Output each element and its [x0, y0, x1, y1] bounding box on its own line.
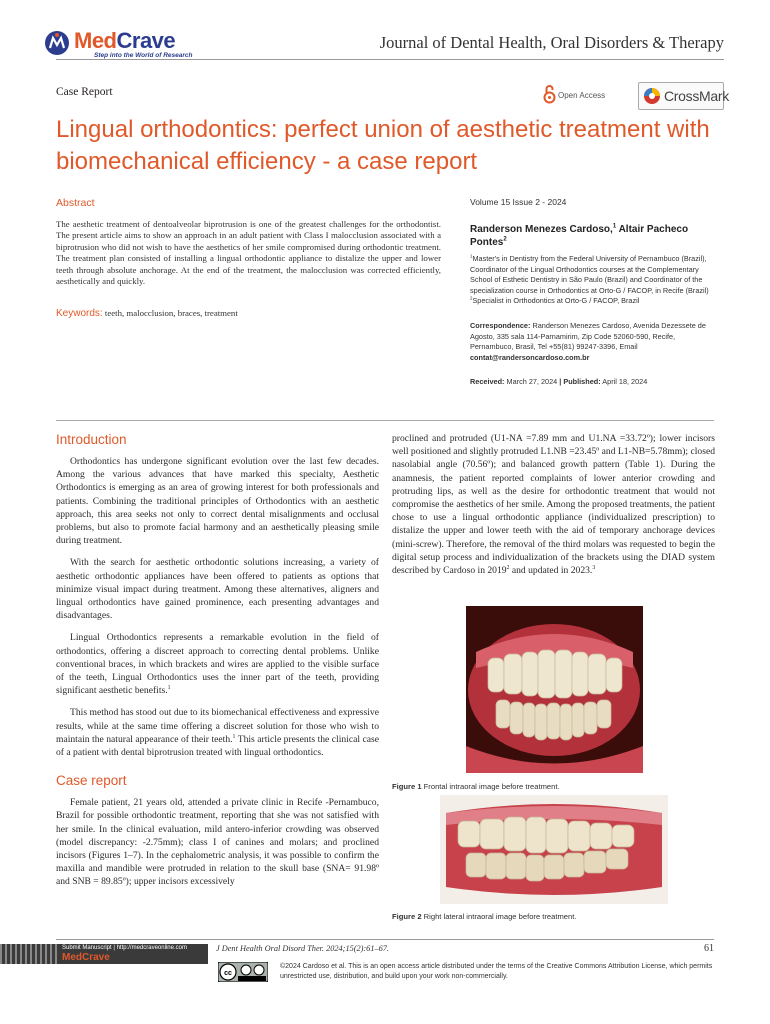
figure-2-caption	[392, 912, 576, 921]
affiliation-2-sup: 2	[470, 295, 473, 301]
logo-tagline: Step into the World of Research	[94, 52, 193, 59]
dates-separator: |	[559, 377, 562, 387]
intro-paragraph-4-text-a: This method has stood out due to its biomechanical effectiveness and expressive results, while at the same time offering a discreet solution for those who wish to maintain the natural appearance of their teeth.	[56, 707, 379, 745]
author-2-sup: 2	[503, 236, 507, 243]
abstract-heading: Abstract	[56, 197, 95, 209]
published-date: April 18, 2024	[602, 377, 648, 387]
figure-2-image	[440, 795, 668, 904]
journal-title: Journal of Dental Health, Oral Disorders & Therapy	[379, 33, 724, 52]
intro-paragraph-2: With the search for aesthetic orthodontic solutions increasing, a variety of aesthetic orthodontic appliances have been offered to patients as options that minimize visual impact during treatment. Among these alternatives, aligners and lingual orthodontics have gained prominence, each presenting advantages and disadvantages.	[56, 557, 379, 622]
case-paragraph-continued	[392, 432, 715, 577]
body-left-column	[56, 432, 379, 898]
right-lateral-intraoral-photo	[440, 795, 668, 904]
article-title: Lingual orthodontics: perfect union of aesthetic treatment with biomechanical efficiency - a case report	[56, 116, 710, 175]
author-1: Randerson Menezes Cardoso,	[470, 224, 613, 235]
submit-bar-stripes	[0, 944, 58, 964]
case-continued-text-b: and updated in 2023.	[509, 565, 593, 577]
received-date: March 27, 2024	[506, 377, 558, 387]
case-report-heading: Case report	[56, 773, 127, 789]
affiliation-1	[470, 254, 715, 296]
intro-paragraph-3-text: Lingual Orthodontics represents a remarkable evolution in the field of orthodontics, offering a discreet approach to correcting dental problems. Unlike conventional braces, in which brackets and wires are applied to the visible surface of the teeth, Lingual Orthodontics uses the inner part of the teeth, providing significant aesthetic benefits.	[56, 632, 379, 697]
citation-sup: 1	[167, 685, 171, 692]
footer-medcrave-logo: MedCrave	[62, 952, 110, 963]
figure-1-caption	[392, 782, 560, 791]
affiliation-1-text: Master's in Dentistry from the Federal University of Pernambuco (Brazil), Coordinator of the Lingual Orthodontics courses at the Complementary School of Esthetic Dentistry in São Paulo (Brazil) and Coordinator of the specialization course in Orthodontics at Orto-G / FACOP, in Recife (Brazil)	[470, 254, 709, 295]
crossmark-icon	[643, 87, 661, 105]
citation-sup: 1	[232, 733, 236, 740]
license-statement: ©2024 Cardoso et al. This is an open access article distributed under the terms of the Creative Commons Attribution License, which permits unrestricted use, distribution, and build upon your work non-commercially.	[280, 963, 713, 980]
correspondence-label: Correspondence:	[470, 320, 531, 330]
published-label: Published:	[563, 377, 601, 387]
open-access-lock-icon	[543, 84, 556, 104]
correspondence	[470, 321, 715, 363]
authors	[470, 223, 715, 249]
journal-citation: J Dent Health Oral Disord Ther. 2024;15(2):61‒67.	[216, 944, 389, 953]
author-1-sup: 1	[612, 223, 617, 230]
abstract-text: The aesthetic treatment of dentoalveolar biprotrusion is one of the greatest challenges for the orthodontist. The present article aims to show an approach in an adult patient with Class I malocclusion associated with a biprotrusion who did not wish to have the aesthetics of her smile compromised during orthodontic treatment. The treatment plan consisted of installing a lingual orthodontic appliance to distalize the upper and lower teeth through absolute anchorage. At the end of the treatment, the malocclusion was corrected efficiently, aesthetically and quickly.	[56, 219, 441, 287]
keywords-list: teeth, malocclusion, braces, treatment	[104, 308, 238, 318]
correspondence-email[interactable]: contat@randersoncardoso.com.br	[470, 352, 590, 362]
article-dates	[470, 377, 715, 386]
svg-text:cc: cc	[224, 970, 232, 977]
case-continued-text-a: proclined and protruded (U1-NA =7.89 mm and U1.NA =33.72º); lower incisors well positioned and slightly protruded L1.NB =23.45º and L1-NB=5.78mm); closed nasolabial angle (70.56º); and balanced growth pattern (Table 1). During the anamnesis, the patient reported complaints of lower anterior crowding and protruding lips, as well as the desire for orthodontic treatment that would not compromise the aesthetics of her smile. Among the proposed treatments, the patient chose to use a lingual orthodontic appliance (individualized prescription) to distalize the upper and lower teeth with the aid of temporary anchorage devices (mini-screw). Therefore, the removal of the third molars was requested to begin the digital setup process and individualization of the brackets using the DIAD system described by Cardoso in 2019	[392, 433, 715, 577]
introduction-heading: Introduction	[56, 432, 127, 447]
body-right-column	[392, 432, 715, 586]
intro-paragraph-4-text-b: This article presents the clinical case of a patient with dental biprotrusion treated with lingual orthodontics.	[56, 733, 379, 759]
affiliation-1-sup: 1	[470, 253, 473, 259]
intro-paragraph-1: Orthodontics has undergone significant evolution over the last few decades. Among the various advances that have marked this specialty, Aesthetic Orthodontics is emerging as an area of growing interest for both professionals and patients. Combining the traditional principles of Orthodontics with an aesthetic approach, this area seeks not only to correct dental misalignments and occlusal problems, but also to promote facial harmony and an aesthetically pleasing smile during treatment.	[56, 456, 379, 547]
medcrave-logo-icon	[44, 30, 70, 56]
keywords-label: Keywords:	[56, 308, 103, 319]
crossmark-label: CrossMark	[664, 88, 729, 104]
footer-divider	[56, 939, 714, 940]
page-number: 61	[704, 943, 714, 954]
figure-2-label: Figure 2	[392, 912, 422, 921]
figure-1-image	[466, 606, 643, 773]
article-type: Case Report	[56, 86, 113, 98]
figure-1-label: Figure 1	[392, 782, 422, 791]
citation-sup: 2	[506, 564, 510, 571]
creative-commons-icon[interactable]	[218, 962, 268, 982]
figure-2-caption-text: Right lateral intraoral image before treatment.	[423, 912, 577, 921]
frontal-intraoral-photo	[466, 606, 643, 773]
intro-paragraph-4	[56, 706, 379, 759]
case-paragraph-1: Female patient, 21 years old, attended a private clinic in Recife -Pernambuco, Brazil for possible orthodontic treatment, reporting that she was not satisfied with her smile. In the clinical evaluation, mild antero-inferior crowding was observed (model discrepancy: -2.75mm); class I of canines and molars; and proclined incisors (Figures 1–7). In the cephalometric analysis, it was possible to confirm the maxilla and mandible were protruded in relation to the skull base (SNA= 91.98º and SNB = 89.85º); upper incisors excessively	[56, 797, 379, 888]
figure-1-caption-text: Frontal intraoral image before treatment.	[423, 782, 560, 791]
keywords	[56, 308, 441, 319]
open-access-label: Open Access	[558, 91, 606, 100]
intro-paragraph-3	[56, 631, 379, 697]
volume-issue: Volume 15 Issue 2 - 2024	[470, 197, 567, 207]
affiliation-2-text: Specialist in Orthodontics at Orto-G / FACOP, Brazil	[472, 296, 640, 306]
crossmark-button[interactable]	[638, 82, 729, 110]
article-info	[470, 197, 715, 386]
section-divider	[56, 420, 714, 421]
header-divider	[56, 59, 724, 60]
correspondence-text: Randerson Menezes Cardoso, Avenida Dezessete de Agosto, 335 sala 114-Parnamirim, Zip Code 52060-590, Recife, Pernambuco, Brasil, Tel +55(81) 99247-3396, Email	[470, 320, 706, 352]
affiliations	[470, 254, 715, 307]
received-label: Received:	[470, 377, 505, 387]
author-2: Altair Pacheco Pontes	[470, 224, 689, 248]
affiliation-2	[470, 296, 715, 307]
submit-manuscript-link[interactable]: Submit Manuscript | http://medcraveonline.com	[62, 945, 187, 951]
citation-sup: 3	[592, 564, 596, 571]
logo-wordmark: MedCrave	[74, 28, 176, 53]
